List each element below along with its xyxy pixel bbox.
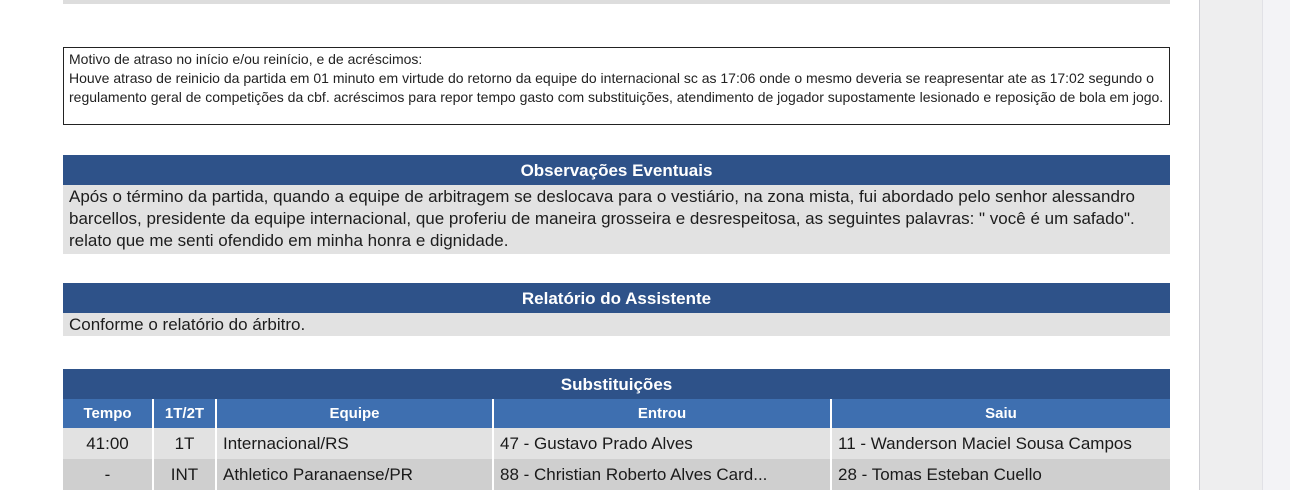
assistente-text: Conforme o relatório do árbitro. — [63, 313, 1170, 336]
cell-equipe: Internacional/RS — [216, 428, 493, 459]
col-equipe: Equipe — [216, 399, 493, 428]
col-entrou: Entrou — [493, 399, 831, 428]
cell-saiu: 28 - Tomas Esteban Cuello — [831, 459, 1170, 490]
delay-reason-box — [63, 47, 1170, 125]
substituicoes-table — [63, 399, 1170, 490]
substituicoes-header: Substituições — [63, 369, 1170, 399]
assistente-header: Relatório do Assistente — [63, 283, 1170, 313]
delay-reason-title: Motivo de atraso no início e/ou reinício, e de acréscimos: — [69, 51, 423, 67]
cell-tempo: 41:00 — [63, 428, 153, 459]
cell-saiu: 11 - Wanderson Maciel Sousa Campos — [831, 428, 1170, 459]
table-header-row — [63, 399, 1170, 428]
col-saiu: Saiu — [831, 399, 1170, 428]
cell-periodo: 1T — [153, 428, 216, 459]
cell-entrou: 47 - Gustavo Prado Alves — [493, 428, 831, 459]
table-row — [63, 459, 1170, 490]
col-periodo: 1T/2T — [153, 399, 216, 428]
assistente-section — [63, 283, 1170, 336]
table-row — [63, 428, 1170, 459]
delay-reason-text: Houve atraso de reinicio da partida em 01 minuto em virtude do retorno da equipe do internacional sc as 17:06 onde o mesmo deveria se reapresentar ate as 17:02 segundo o regulamento geral de competições da cbf. acréscimos para repor tempo gasto com substituições, atendimento de jogador supostamente lesionado e reposição de bola em jogo. — [69, 70, 1164, 105]
cell-periodo: INT — [153, 459, 216, 490]
observacoes-text: Após o término da partida, quando a equipe de arbitragem se deslocava para o vestiário, na zona mista, fui abordado pelo senhor alessandro barcellos, presidente da equipe internacional, que proferiu de maneira grosseira e desrespeitosa, as seguintes palavras: " você é um safado". relato que me senti ofendido em minha honra e dignidade. — [63, 185, 1170, 254]
previous-section-bottom — [63, 0, 1170, 4]
cell-entrou: 88 - Christian Roberto Alves Card... — [493, 459, 831, 490]
substituicoes-section — [63, 369, 1170, 490]
col-tempo: Tempo — [63, 399, 153, 428]
cell-equipe: Athletico Paranaense/PR — [216, 459, 493, 490]
observacoes-section — [63, 155, 1170, 254]
cell-tempo: - — [63, 459, 153, 490]
observacoes-header: Observações Eventuais — [63, 155, 1170, 185]
scrollbar-gutter[interactable] — [1262, 0, 1290, 490]
